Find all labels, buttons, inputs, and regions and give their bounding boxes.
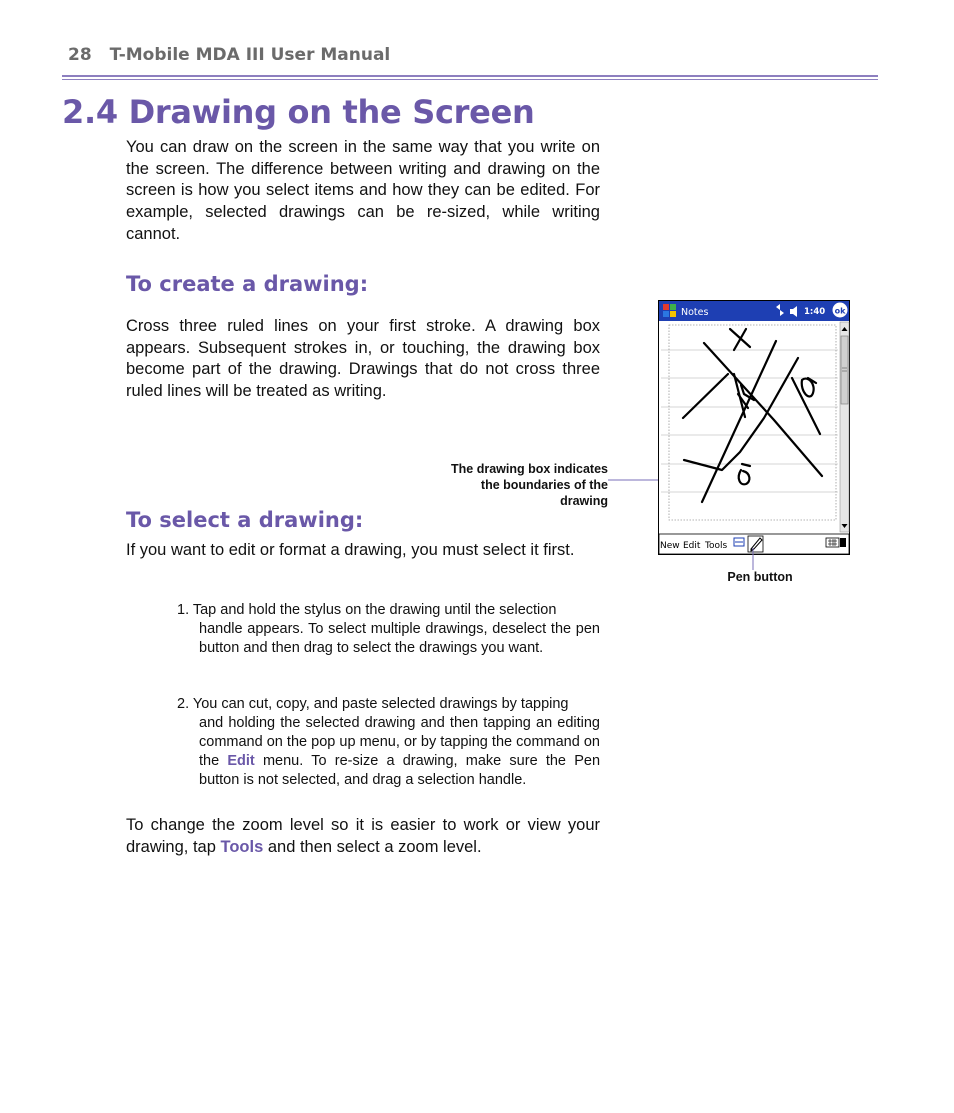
device-screenshot: [658, 300, 850, 555]
callout-line: drawing: [560, 494, 608, 508]
header-rule: [62, 75, 878, 77]
zoom-text-b: and then select a zoom level.: [263, 837, 482, 856]
input-arrow-icon[interactable]: [840, 538, 846, 547]
step-2-text-b: menu. To re-size a drawing, make sure the Pen button is not selected, and drag a selection handle.: [199, 753, 601, 788]
device-app-title: Notes: [681, 307, 709, 318]
scrollbar-thumb[interactable]: [841, 336, 848, 404]
section-number: 2.4: [62, 93, 118, 131]
device-screen-svg: [658, 300, 850, 555]
step-2-first-line: 2. You can cut, copy, and paste selected drawings by tapping: [177, 696, 569, 712]
create-drawing-heading: To create a drawing:: [126, 272, 369, 296]
pen-button-callout: Pen button: [727, 570, 793, 584]
step-1: [177, 601, 600, 658]
zoom-text-a: To change the zoom level so it is easier to work or view your drawing, tap: [126, 816, 600, 856]
menu-tools[interactable]: Tools: [705, 541, 728, 551]
section-title: [62, 93, 534, 131]
ok-button-label[interactable]: ok: [834, 306, 846, 316]
header-rule-thin: [62, 79, 878, 80]
select-drawing-paragraph: If you want to edit or format a drawing, you must select it first.: [126, 541, 575, 559]
keyboard-icon[interactable]: [826, 538, 839, 547]
step-2-continuation: [177, 714, 600, 790]
section-title-text: Drawing on the Screen: [128, 93, 535, 131]
step-1-first-line: 1. Tap and hold the stylus on the drawing until the selection: [177, 602, 557, 618]
intro-paragraph: You can draw on the screen in the same way that you write on the screen. The difference between writing and drawing on the screen is how you select items and how they can be edited. For example, selected drawings can be re-sized, while writing cannot.: [126, 138, 600, 243]
edit-menu-reference: Edit: [227, 753, 255, 769]
running-header: [68, 45, 390, 65]
menu-new[interactable]: New: [660, 541, 680, 551]
zoom-paragraph: [126, 815, 600, 858]
callout-line: The drawing box indicates: [451, 462, 608, 476]
drawing-box-callout: [420, 461, 608, 509]
page-number: 28: [68, 45, 92, 65]
manual-title: T-Mobile MDA III User Manual: [109, 45, 391, 65]
create-drawing-paragraph: Cross three ruled lines on your first stroke. A drawing box appears. Subsequent strokes in, or touching, the drawing box become part of the drawing. Drawings that do not cross three ruled lines will be treated as writing.: [126, 317, 600, 401]
step-2: [177, 695, 600, 790]
step-1-continuation: handle appears. To select multiple drawings, deselect the pen button and then drag to select the drawings you want.: [199, 621, 600, 656]
tools-menu-reference: Tools: [220, 837, 264, 856]
device-time: 1:40: [804, 307, 826, 317]
select-drawing-heading: To select a drawing:: [126, 508, 364, 532]
step-2-text-a: and holding the selected drawing and then tapping an editing command on the pop up menu, or by tapping the command on the: [199, 715, 600, 769]
menu-edit[interactable]: Edit: [683, 541, 701, 551]
callout-line: the boundaries of the: [480, 478, 608, 492]
